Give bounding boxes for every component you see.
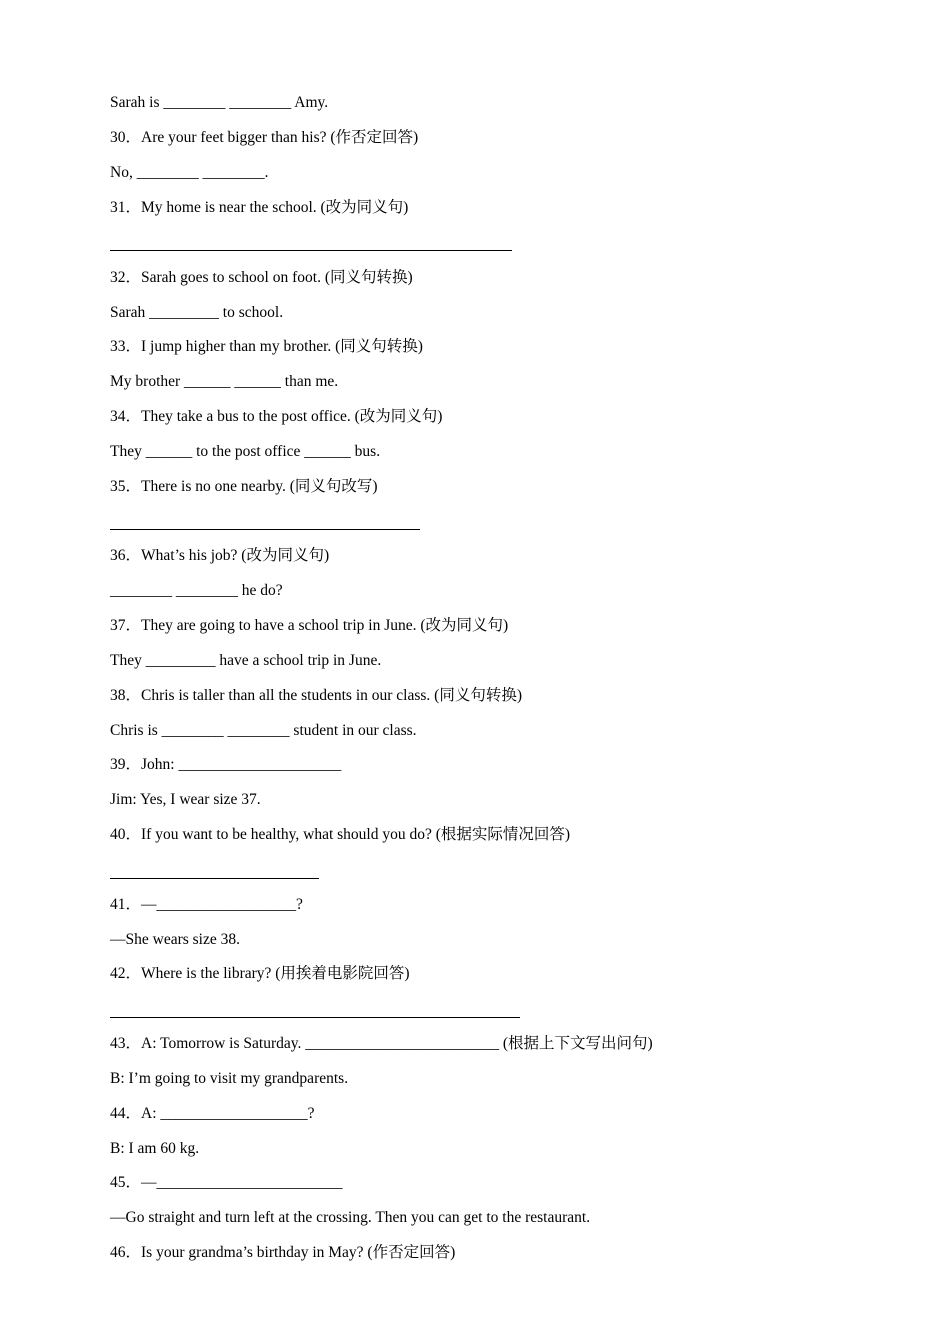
- question-33: 33．I jump higher than my brother. (同义句转换): [110, 338, 423, 355]
- answer-line-45: —Go straight and turn left at the crossing. Then you can get to the restaurant.: [110, 1209, 591, 1226]
- question-46: 46．Is your grandma’s birthday in May? (作否定回答): [110, 1244, 456, 1261]
- answer-line-38: Chris is ________ ________ student in our class.: [110, 722, 417, 739]
- question-37: 37．They are going to have a school trip in June. (改为同义句): [110, 617, 509, 634]
- question-36: 36．What’s his job? (改为同义句): [110, 547, 330, 564]
- answer-line-41: —She wears size 38.: [110, 931, 240, 948]
- question-31: 31．My home is near the school. (改为同义句): [110, 199, 409, 216]
- question-45: 45．—________________________: [110, 1174, 343, 1191]
- question-41: 41．—__________________?: [110, 896, 303, 913]
- answer-line-39: Jim: Yes, I wear size 37.: [110, 791, 261, 808]
- question-43: 43．A: Tomorrow is Saturday. _________________________ (根据上下文写出问句): [110, 1035, 653, 1052]
- answer-line-29: Sarah is ________ ________ Amy.: [110, 94, 329, 111]
- answer-rule-31: [110, 250, 512, 251]
- answer-rule-35: [110, 529, 420, 530]
- question-32: 32．Sarah goes to school on foot. (同义句转换): [110, 269, 413, 286]
- question-30: 30．Are your feet bigger than his? (作否定回答): [110, 129, 419, 146]
- answer-rule-40: [110, 878, 319, 879]
- answer-line-43: B: I’m going to visit my grandparents.: [110, 1070, 349, 1087]
- question-44: 44．A: ___________________?: [110, 1105, 315, 1122]
- answer-line-44: B: I am 60 kg.: [110, 1140, 200, 1157]
- answer-line-36: ________ ________ he do?: [110, 582, 283, 599]
- answer-line-30: No, ________ ________.: [110, 164, 269, 181]
- question-35: 35．There is no one nearby. (同义句改写): [110, 478, 378, 495]
- question-38: 38．Chris is taller than all the students in our class. (同义句转换): [110, 687, 522, 704]
- answer-line-37: They _________ have a school trip in June.: [110, 652, 382, 669]
- question-40: 40．If you want to be healthy, what should you do? (根据实际情况回答): [110, 826, 571, 843]
- answer-rule-42: [110, 1017, 520, 1018]
- answer-line-34: They ______ to the post office ______ bus.: [110, 443, 381, 460]
- answer-line-32: Sarah _________ to school.: [110, 304, 284, 321]
- answer-line-33: My brother ______ ______ than me.: [110, 373, 339, 390]
- question-34: 34．They take a bus to the post office. (改为同义句): [110, 408, 443, 425]
- question-39: 39．John: _____________________: [110, 756, 342, 773]
- question-42: 42．Where is the library? (用挨着电影院回答): [110, 965, 410, 982]
